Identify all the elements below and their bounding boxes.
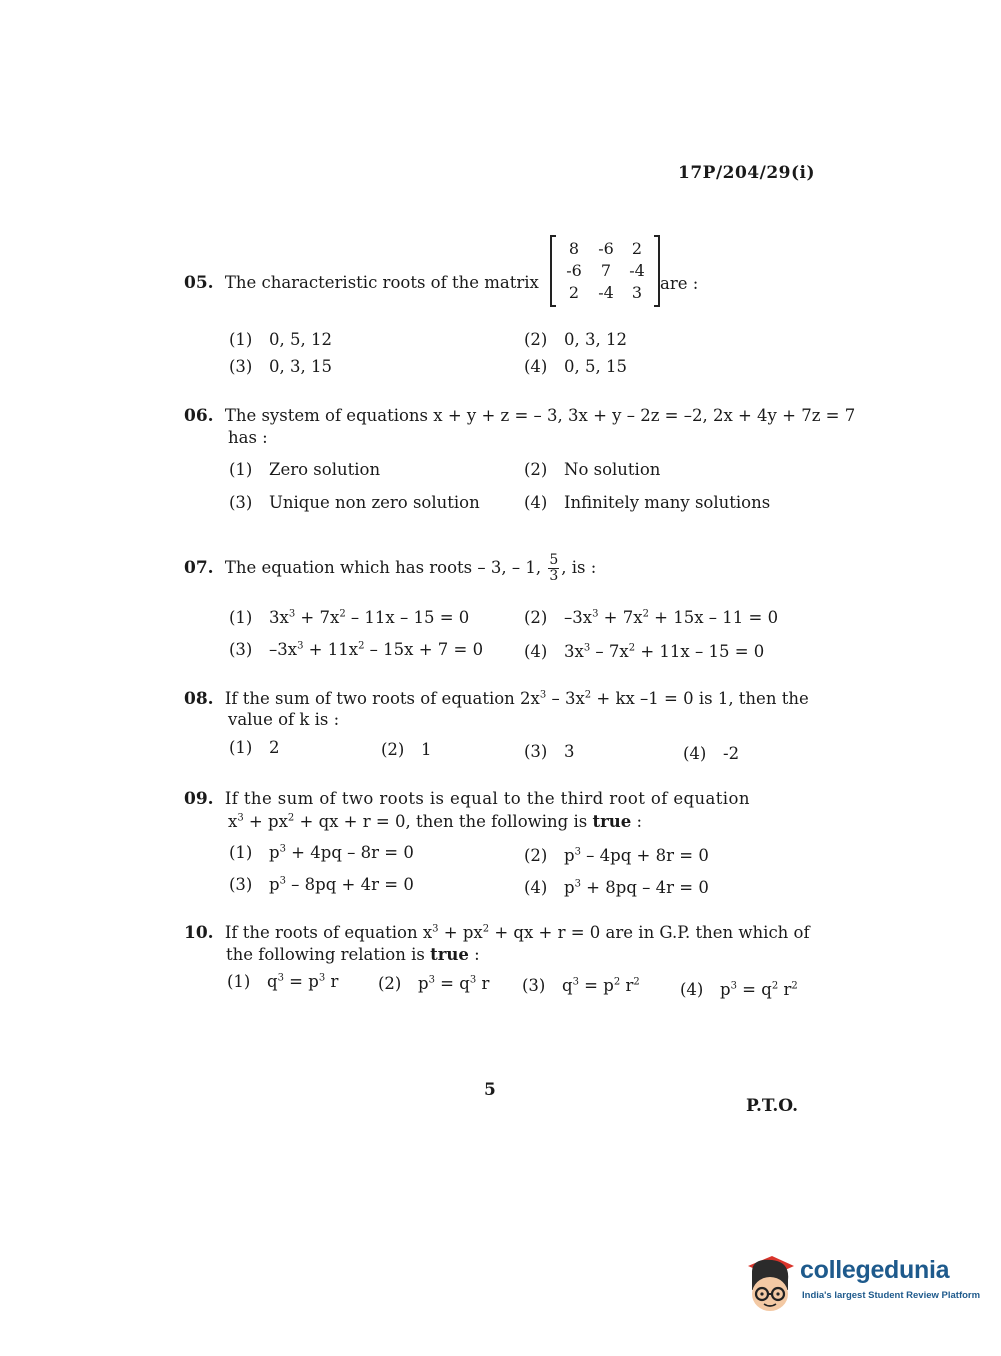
question-number: 06.: [184, 406, 214, 426]
option: (1) $p^3 + 4pq - 8r = 0$: [229, 843, 414, 862]
matrix-cell: -4: [629, 261, 645, 280]
question-09: [184, 788, 750, 810]
option: (3) $-3x^3 + 11x^2 - 15x + 7 = 0$: [229, 640, 484, 659]
option: (1) $q^3 = p^3$ r: [227, 972, 339, 991]
question-08: [184, 688, 809, 710]
mascot-icon: [742, 1250, 798, 1314]
question-number: 05.: [184, 273, 214, 293]
fraction: $\frac{5}{3}$: [549, 552, 559, 584]
question-text: The system of equations x + y + z = – 3, 3x + y – 2z = –2, 2x + 4y + 7z = 7: [224, 406, 856, 425]
option: (2) $-3x^3 + 7x^2 + 15x - 11 = 0$: [524, 608, 779, 627]
option: (2) 0, 3, 12: [524, 330, 627, 349]
question-text-end: , is :: [561, 558, 597, 577]
question-text: If the sum of two roots of equation $2x^3 - 3x^2$ + kx –1 = 0 is 1, then the: [224, 689, 809, 708]
matrix-cell: 8: [568, 239, 580, 258]
question-number: 10.: [184, 923, 214, 943]
matrix-cell: 2: [568, 283, 580, 302]
question-06: [184, 405, 855, 427]
option: (4) $3x^3 - 7x^2 + 11x - 15 = 0$: [524, 642, 765, 661]
option: (2) $p^3 - 4pq + 8r = 0$: [524, 846, 709, 865]
option: (2) No solution: [524, 460, 661, 479]
option: (4) -2: [683, 744, 740, 763]
matrix-cell: 3: [631, 283, 643, 302]
option: (3) 3: [524, 742, 575, 761]
matrix-cell: 2: [631, 239, 643, 258]
option: (3) $p^3 - 8pq + 4r = 0$: [229, 875, 414, 894]
matrix-cell: -6: [598, 239, 614, 258]
question-text: The equation which has roots – 3, – 1,: [224, 558, 542, 577]
option: (3) $q^3 = p^2$ $r^2$: [522, 976, 640, 995]
question-05: [184, 272, 539, 294]
pto-label: P.T.O.: [746, 1096, 798, 1116]
question-text: If the sum of two roots is equal to the third root of equation: [224, 789, 750, 808]
question-number: 09.: [184, 789, 214, 809]
question-text: value of k is :: [228, 710, 340, 729]
brand-tagline: India's largest Student Review Platform: [802, 1290, 981, 1301]
option: (1) Zero solution: [229, 460, 381, 479]
question-text-end: are :: [660, 274, 699, 293]
page-number: 5: [484, 1080, 496, 1100]
matrix: [550, 236, 660, 306]
collegedunia-logo: [742, 1248, 982, 1318]
matrix-cell: -4: [598, 283, 614, 302]
matrix-cell: -6: [566, 261, 582, 280]
option: (1) 0, 5, 12: [229, 330, 332, 349]
question-10: [184, 922, 810, 944]
option: (1) $3x^3 + 7x^2 - 11x - 15 = 0$: [229, 608, 470, 627]
option: (3) Unique non zero solution: [229, 493, 480, 512]
option: (4) 0, 5, 15: [524, 357, 627, 376]
question-text: has :: [228, 428, 268, 447]
question-number: 07.: [184, 558, 214, 578]
matrix-cell: 7: [600, 261, 612, 280]
option: (4) Infinitely many solutions: [524, 493, 771, 512]
option: (1) 2: [229, 738, 280, 757]
option: (4) $p^3 = q^2$ $r^2$: [680, 980, 798, 999]
option: (2) 1: [381, 740, 432, 759]
option: (2) $p^3 = q^3$ r: [378, 974, 490, 993]
question-text: If the roots of equation $x^3 + px^2$ + qx + r = 0 are in G.P. then which of: [224, 923, 810, 942]
question-text: $x^3 + px^2$ + qx + r = 0, then the following is true :: [228, 812, 643, 831]
brand-name: collegedunia: [800, 1256, 950, 1284]
option: (4) $p^3 + 8pq - 4r = 0$: [524, 878, 709, 897]
paper-code: 17P/204/29(i): [678, 163, 816, 183]
question-text: The characteristic roots of the matrix: [224, 273, 539, 292]
question-07: [184, 553, 596, 584]
question-text: the following relation is true :: [226, 945, 480, 964]
option: (3) 0, 3, 15: [229, 357, 332, 376]
question-number: 08.: [184, 689, 214, 709]
